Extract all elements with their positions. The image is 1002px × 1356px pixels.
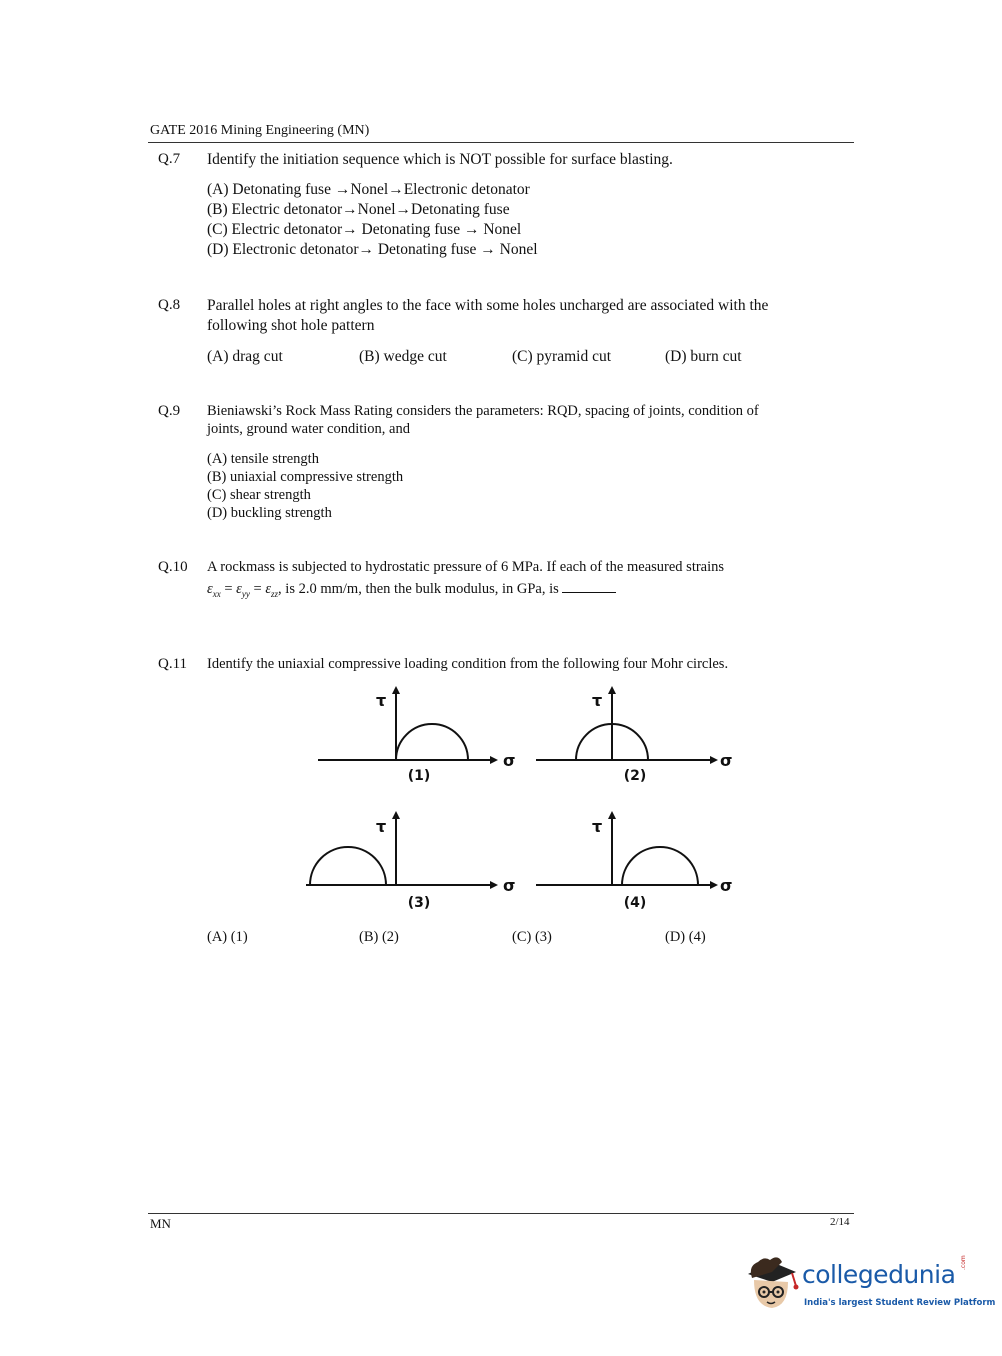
question-number: Q.9 [158,403,181,419]
question-text-line-1: Bieniawski’s Rock Mass Rating considers the parameters: RQD, spacing of joints, condition of [207,403,759,419]
mohr-circles-figure [300,680,750,920]
answer-blank [562,580,616,593]
question-text-line-2: joints, ground water condition, and [207,421,410,437]
header-rule [148,142,854,143]
option-a: (A) tensile strength [207,451,319,467]
option-a: (A) drag cut [207,348,283,365]
tau-symbol: τ [592,817,603,836]
logo-suffix: .com [960,1255,967,1270]
sigma-symbol: σ [503,876,516,895]
equals-sign: = [253,581,262,597]
option-d: (D) Electronic detonator→ Detonating fuse → Nonel [207,241,538,258]
question-number: Q.10 [158,559,188,575]
footer-page-number: 2/14 [830,1216,850,1228]
option-b: (B) (2) [359,929,399,945]
sigma-symbol: σ [720,751,733,770]
footer-rule [148,1213,854,1214]
question-number: Q.8 [158,297,181,313]
strain-subscript: yy [241,588,250,599]
mohr-circle-2 [536,688,716,760]
sigma-symbol: σ [720,876,733,895]
question-text-line-1: A rockmass is subjected to hydrostatic pressure of 6 MPa. If each of the measured strains [207,559,725,575]
logo-wordmark: collegedunia [802,1260,956,1289]
question-number: Q.7 [158,151,181,167]
strain-subscript: xx [212,588,221,599]
option-b: (B) Electric detonator→Nonel→Detonating fuse [207,201,510,218]
figure-label-3: (3) [407,895,431,911]
tau-symbol: τ [376,817,387,836]
option-d: (D) (4) [665,929,706,945]
option-a: (A) Detonating fuse →Nonel→Electronic detonator [207,181,530,198]
tau-symbol: τ [592,691,603,710]
option-b: (B) wedge cut [359,348,447,365]
strain-symbol: ε [236,581,242,597]
figure-label-2: (2) [623,768,647,784]
equals-sign: = [224,581,233,597]
question-text-line-1: Parallel holes at right angles to the face with some holes uncharged are associated with the [207,297,769,314]
footer-left: MN [150,1216,171,1231]
strain-symbol: ε [207,581,213,597]
option-d: (D) burn cut [665,348,742,365]
question-text: Identify the uniaxial compressive loading condition from the following four Mohr circles. [207,656,729,672]
page-header-title: GATE 2016 Mining Engineering (MN) [150,123,370,138]
figure-label-1: (1) [407,768,431,784]
option-c: (C) Electric detonator→ Detonating fuse → Nonel [207,221,522,238]
strain-subscript: zz [271,588,279,599]
mohr-circle-1 [318,688,496,760]
question-text: Identify the initiation sequence which is NOT possible for surface blasting. [207,151,673,168]
question-text-line-2: following shot hole pattern [207,317,375,334]
question-number: Q.11 [158,656,188,672]
sigma-symbol: σ [503,751,516,770]
tau-symbol: τ [376,691,387,710]
mohr-circle-4 [536,813,716,885]
option-c: (C) (3) [512,929,552,945]
strain-symbol: ε [265,581,272,597]
option-c: (C) shear strength [207,487,311,503]
mohr-circle-3 [306,813,496,885]
mascot-icon [742,1248,802,1312]
option-a: (A) (1) [207,929,248,945]
collegedunia-logo [742,1248,996,1318]
question-equation [207,580,616,599]
logo-tagline: India's largest Student Review Platform [804,1298,996,1308]
equation-rest: , is 2.0 mm/m, then the bulk modulus, in GPa, is [278,581,559,597]
option-d: (D) buckling strength [207,505,332,521]
figure-label-4: (4) [623,895,647,911]
option-b: (B) uniaxial compressive strength [207,469,404,485]
option-c: (C) pyramid cut [512,348,612,365]
